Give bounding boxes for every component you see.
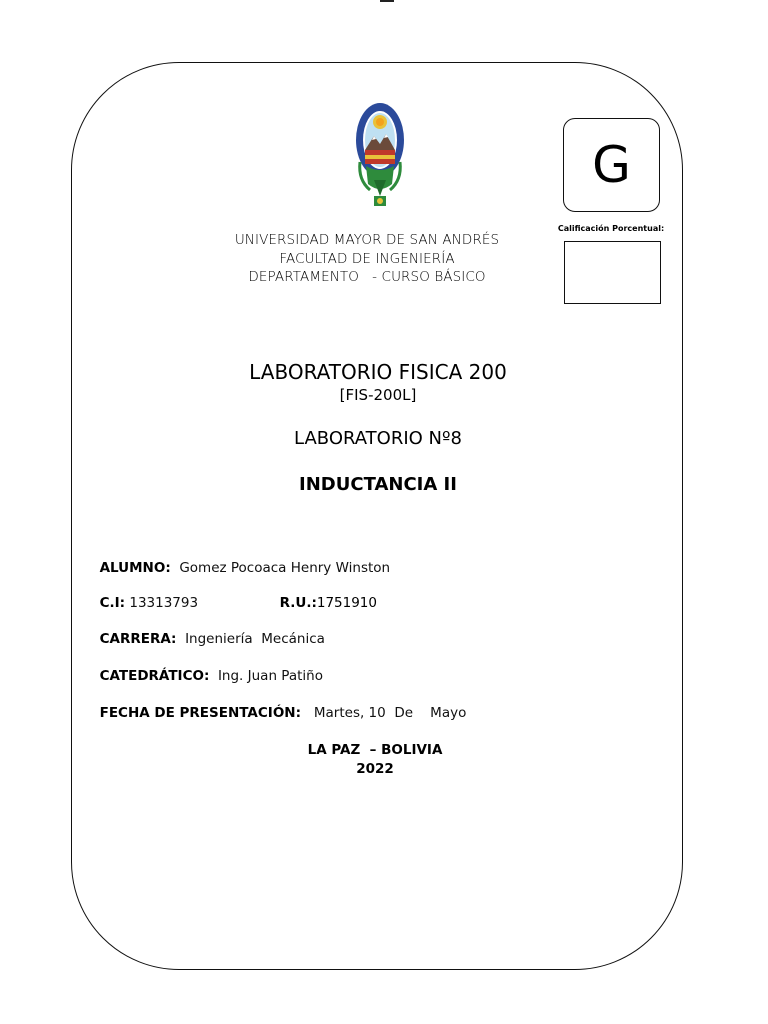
alumno-value: Gomez Pocoaca Henry Winston [179, 560, 391, 576]
ci-label: C.I: [99, 595, 126, 611]
ru-value: 1751910 [316, 595, 377, 611]
top-edge-mark [380, 0, 394, 2]
field-alumno [91, 541, 390, 577]
alumno-label: ALUMNO: [99, 560, 171, 576]
university-seal-icon [348, 100, 412, 212]
carrera-label: CARRERA: [99, 631, 177, 647]
lab-title: LABORATORIO FISICA 200 [249, 360, 507, 384]
place-and-year [200, 741, 550, 779]
grade-caption: Calificación Porcentual: [557, 224, 665, 233]
catedratico-label: CATEDRÁTICO: [99, 668, 210, 684]
university-header [200, 231, 534, 287]
carrera-value: Ingeniería Mecánica [185, 631, 325, 647]
fecha-value: Martes, 10 De Mayo [313, 705, 467, 721]
catedratico-value: Ing. Juan Patiño [217, 668, 323, 684]
university-name: UNIVERSIDAD MAYOR DE SAN ANDRÉS [234, 232, 500, 248]
fecha-label: FECHA DE PRESENTACIÓN: [99, 705, 301, 721]
ru-label: R.U.: [279, 595, 317, 611]
score-box [564, 241, 661, 304]
field-catedratico [91, 649, 323, 685]
grade-letter-box [563, 118, 660, 212]
city-country: LA PAZ – BOLIVIA [307, 742, 443, 758]
lab-code: [FIS-200L] [339, 386, 417, 404]
grade-letter: G [592, 136, 631, 194]
department-name: DEPARTAMENTO - CURSO BÁSICO [248, 269, 486, 285]
ci-value: 13313793 [129, 595, 199, 611]
lab-topic: INDUCTANCIA II [299, 474, 457, 495]
faculty-name: FACULTAD DE INGENIERÍA [279, 250, 455, 267]
lab-number: LABORATORIO Nº8 [294, 428, 462, 449]
field-ci [91, 576, 198, 612]
field-ru [271, 576, 377, 612]
field-carrera [91, 612, 325, 648]
field-fecha [91, 686, 466, 722]
year: 2022 [356, 761, 394, 777]
